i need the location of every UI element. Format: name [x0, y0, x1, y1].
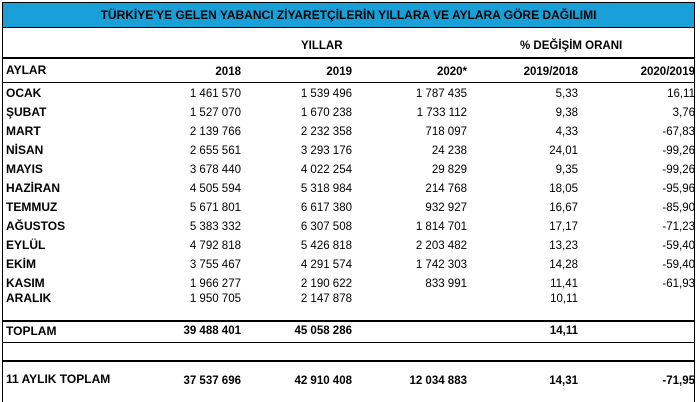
row-change-2020-2019: -85,90 — [662, 202, 695, 214]
row-2019: 3 293 176 — [300, 145, 352, 157]
row-change-2019-2018: 5,33 — [555, 88, 578, 100]
row-change-2020-2019: -99,26 — [662, 145, 695, 157]
month-column-header: AYLAR — [6, 63, 47, 77]
row-change-2020-2019: -71,23 — [662, 221, 695, 233]
row-change-2019-2018: 4,33 — [555, 126, 578, 138]
row-change-2020-2019: -67,83 — [662, 126, 695, 138]
row-change-2019-2018: 24,01 — [549, 145, 578, 157]
row-change-2019-2018: 17,17 — [549, 221, 578, 233]
row-2018: 3 755 467 — [189, 259, 241, 271]
row-2018: 1 950 705 — [189, 293, 241, 305]
row-2018: 1 461 570 — [189, 88, 241, 100]
header-divider — [2, 57, 695, 59]
col-2018-header: 2018 — [215, 66, 241, 78]
row-2019: 6 307 508 — [300, 221, 352, 233]
col-change-2020-2019-header: 2020/2019 — [640, 66, 695, 78]
eleven-month-total-change-2019-2018: 14,31 — [549, 375, 578, 387]
eleven-month-divider — [2, 360, 695, 362]
row-2018: 2 139 766 — [189, 126, 241, 138]
eleven-month-total-2019: 42 910 408 — [294, 375, 352, 387]
row-month: AĞUSTOS — [6, 219, 66, 233]
row-month: TEMMUZ — [6, 200, 58, 214]
row-2018: 5 671 801 — [189, 202, 241, 214]
row-2019: 2 190 622 — [300, 278, 352, 290]
row-2019: 4 022 254 — [300, 164, 352, 176]
row-2018: 4 792 818 — [189, 240, 241, 252]
row-change-2019-2018: 13,23 — [549, 240, 578, 252]
eleven-month-total-change-2020-2019: -71,95 — [662, 375, 695, 387]
row-2019: 6 617 380 — [300, 202, 352, 214]
row-2020: 1 787 435 — [415, 88, 467, 100]
row-change-2019-2018: 11,41 — [550, 278, 578, 290]
row-month: EYLÜL — [6, 238, 46, 252]
column-header-divider — [2, 82, 695, 83]
eleven-month-total-2020: 12 034 883 — [409, 375, 467, 387]
row-month: EKİM — [6, 257, 36, 271]
row-2020: 24 238 — [431, 145, 467, 157]
total-divider-top — [2, 320, 695, 322]
row-change-2019-2018: 18,05 — [549, 183, 578, 195]
row-month: KASIM — [6, 276, 45, 290]
row-2019: 4 291 574 — [300, 259, 352, 271]
row-2020: 2 203 482 — [415, 240, 467, 252]
row-change-2020-2019: -99,26 — [662, 164, 695, 176]
row-change-2020-2019: 3,76 — [672, 107, 695, 119]
row-change-2020-2019: -61,93 — [662, 278, 695, 290]
row-month: NİSAN — [6, 143, 44, 157]
row-month: MART — [6, 124, 41, 138]
row-change-2019-2018: 10,11 — [550, 293, 578, 305]
row-2020: 1 814 701 — [415, 221, 467, 233]
total-label: TOPLAM — [6, 324, 57, 338]
eleven-month-total-label: 11 AYLIK TOPLAM — [6, 372, 111, 386]
left-border — [2, 28, 3, 402]
row-2019: 5 426 818 — [300, 240, 352, 252]
row-change-2019-2018: 16,67 — [549, 202, 578, 214]
row-2018: 2 655 561 — [189, 145, 241, 157]
row-2020: 214 768 — [425, 183, 467, 195]
total-change-2019-2018: 14,11 — [549, 325, 578, 337]
row-month: MAYIS — [6, 162, 43, 176]
row-2020: 932 927 — [425, 202, 467, 214]
right-border — [694, 28, 695, 402]
total-divider-bottom — [2, 342, 695, 343]
table-title: TÜRKİYE'YE GELEN YABANCI ZİYARETÇİLERİN YILLARA VE AYLARA GÖRE DAĞILIMI — [2, 2, 695, 28]
row-month: OCAK — [6, 86, 42, 100]
row-month: HAZİRAN — [6, 181, 60, 195]
row-2020: 29 829 — [431, 164, 467, 176]
row-2018: 3 678 440 — [189, 164, 241, 176]
years-group-header: YILLAR — [301, 40, 343, 52]
row-change-2019-2018: 9,38 — [555, 107, 578, 119]
row-2019: 2 232 358 — [300, 126, 352, 138]
row-change-2019-2018: 14,28 — [549, 259, 578, 271]
row-month: ŞUBAT — [6, 105, 47, 119]
eleven-month-total-2018: 37 537 696 — [183, 375, 241, 387]
row-change-2020-2019: -95,96 — [662, 183, 695, 195]
row-change-2020-2019: -59,40 — [662, 259, 695, 271]
row-2018: 1 966 277 — [189, 278, 241, 290]
row-2019: 2 147 878 — [300, 293, 352, 305]
row-change-2020-2019: -59,40 — [662, 240, 695, 252]
row-2018: 5 383 332 — [189, 221, 241, 233]
col-2020-header: 2020* — [436, 66, 467, 78]
row-2020: 1 742 303 — [415, 259, 467, 271]
change-group-header: % DEĞİŞİM ORANI — [520, 40, 623, 52]
row-month: ARALIK — [6, 291, 52, 305]
row-2020: 718 097 — [425, 126, 467, 138]
row-2019: 1 670 238 — [300, 107, 352, 119]
row-2020: 1 733 112 — [416, 107, 467, 119]
col-2019-header: 2019 — [326, 66, 352, 78]
row-2019: 1 539 496 — [300, 88, 352, 100]
col-change-2019-2018-header: 2019/2018 — [523, 66, 578, 78]
row-2018: 1 527 070 — [189, 107, 241, 119]
row-change-2019-2018: 9,35 — [555, 164, 578, 176]
row-change-2020-2019: 16,11 — [667, 88, 695, 100]
row-2018: 4 505 594 — [189, 183, 241, 195]
total-2019: 45 058 286 — [294, 325, 352, 337]
total-2018: 39 488 401 — [183, 325, 241, 337]
row-2019: 5 318 984 — [300, 183, 352, 195]
row-2020: 833 991 — [425, 278, 467, 290]
